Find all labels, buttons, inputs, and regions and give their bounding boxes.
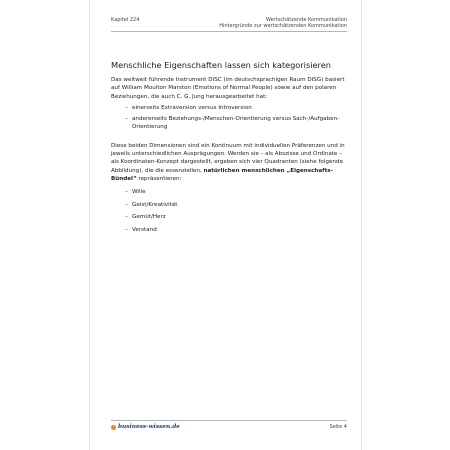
header-subtitle: Hintergründe zur wertschätzenden Kommunikation [219, 23, 347, 29]
logo-text: business-wissen.de [118, 424, 180, 430]
list-item: – Wille [111, 188, 351, 196]
chapter-label: Kapitel 224 [111, 17, 140, 23]
list-item: – Geist/Kreativität [111, 201, 351, 209]
document-page [97, 0, 354, 450]
list-item: – einerseits Extraversion versus Introversion [111, 104, 351, 112]
header-divider [111, 31, 347, 32]
footer-divider [111, 420, 347, 421]
header-title: Wertschätzende Kommunikation [265, 17, 347, 23]
list-item: – Verstand [111, 226, 351, 234]
polar-list [111, 104, 351, 132]
header-titles [219, 17, 347, 29]
list-item: – Gemüt/Herz [111, 213, 351, 221]
bold-phrase: natürlichen menschlichen „Eigenschafts-Bündel“ [111, 167, 333, 182]
page-content [111, 60, 351, 234]
paragraph-text: Diese beiden Dimensionen sind ein Kontinuum mit individuellen Präferenzen und in jeweils unterschiedlichen Ausprägungen. Werden sie – als Abszisse und Ordinate – als Koordinaten-Konzept dargestellt, ergeben sich vier Quadranten (siehe folgende Abbildung), die die essenziellen, [111, 142, 345, 174]
dimensions-paragraph [111, 142, 351, 183]
logo-dot-icon [111, 425, 116, 430]
list-item: – andererseits Beziehungs-/Menschen-Orientierung versus Sach-/Aufgaben-Orientierung [111, 115, 351, 132]
paragraph-text-end: repräsentieren: [138, 175, 182, 182]
page-number: Seite 4 [329, 424, 347, 430]
intro-paragraph: Das weltweit führende Instrument DISC (im deutschsprachigen Raum DISG) basiert auf William Moulton Marston (Emotions of Normal People) sowie auf den polaren Beziehungen, die auch C. G. Jung herausgearbeitet hat: [111, 77, 345, 100]
section-heading: Menschliche Eigenschaften lassen sich kategorisieren [111, 60, 331, 70]
business-wissen-logo [111, 424, 180, 430]
bundle-list [111, 188, 351, 235]
